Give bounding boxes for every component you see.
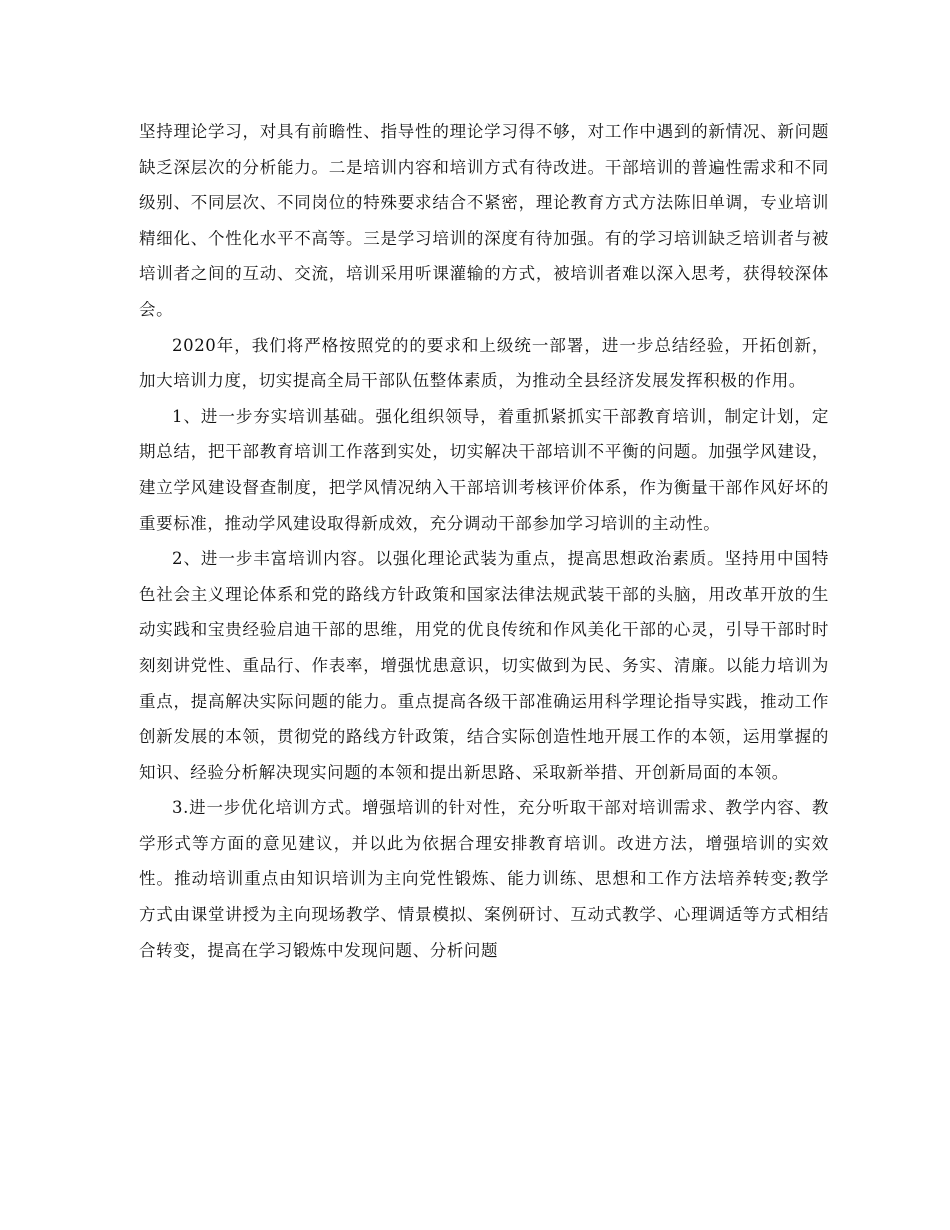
document-body (139, 114, 829, 968)
paragraph-2020-plan: 2020年，我们将严格按照党的的要求和上级统一部署，进一步总结经验，开拓创新，加大培训力度，切实提高全局干部队伍整体素质，为推动全县经济发展发挥积极的作用。 (139, 335, 829, 391)
paragraph-continued-from-previous-page: 坚持理论学习，对具有前瞻性、指导性的理论学习得不够，对工作中遇到的新情况、新问题缺乏深层次的分析能力。二是培训内容和培训方式有待改进。干部培训的普遍性需求和不同级别、不同层次、不同岗位的特殊要求结合不紧密，理论教育方式方法陈旧单调，专业培训精细化、个性化水平不高等。三是学习培训的深度有待加强。有的学习培训缺乏培训者与被培训者之间的互动、交流，培训采用听课灌输的方式，被培训者难以深入思考，获得较深体会。 (139, 122, 829, 319)
paragraph-item-3-training-methods: 3.进一步优化培训方式。增强培训的针对性，充分听取干部对培训需求、教学内容、教学形式等方面的意见建议，并以此为依据合理安排教育培训。改进方法，增强培训的实效性。推动培训重点由知识培训为主向党性锻炼、能力训练、思想和工作方法培养转变;教学方式由课堂讲授为主向现场教学、情景模拟、案例研讨、互动式教学、心理调适等方式相结合转变，提高在学习锻炼中发现问题、分析问题 (139, 798, 829, 960)
paragraph-item-2-training-content: 2、进一步丰富培训内容。以强化理论武装为重点，提高思想政治素质。坚持用中国特色社会主义理论体系和党的路线方针政策和国家法律法规武装干部的头脑，用改革开放的生动实践和宝贵经验启迪干部的思维，用党的优良传统和作风美化干部的心灵，引导干部时时刻刻讲党性、重品行、作表率，增强忧患意识，切实做到为民、务实、清廉。以能力培训为重点，提高解决实际问题的能力。重点提高各级干部准确运用科学理论指导实践，推动工作创新发展的本领，贯彻党的路线方针政策，结合实际创造性地开展工作的本领，运用掌握的知识、经验分析解决现实问题的本领和提出新思路、采取新举措、开创新局面的本领。 (139, 549, 829, 782)
paragraph-item-1-training-foundation: 1、进一步夯实培训基础。强化组织领导，着重抓紧抓实干部教育培训，制定计划，定期总结，把干部教育培训工作落到实处，切实解决干部培训不平衡的问题。加强学风建设，建立学风建设督查制度，把学风情况纳入干部培训考核评价体系，作为衡量干部作风好坏的重要标准，推动学风建设取得新成效，充分调动干部参加学习培训的主动性。 (139, 406, 829, 533)
